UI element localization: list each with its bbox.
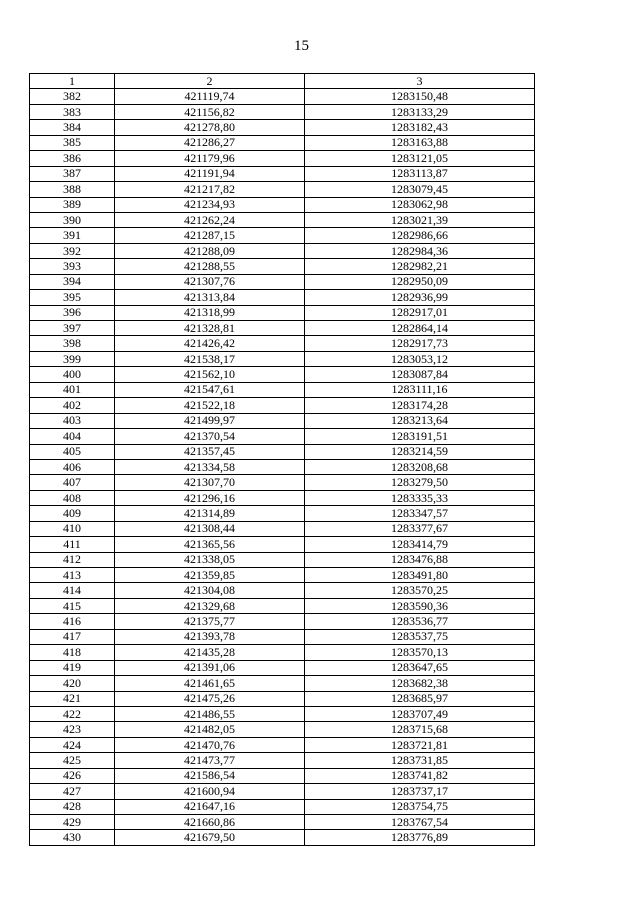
table-row (30, 120, 535, 135)
point-number-cell: 396 (30, 305, 115, 320)
table-row (30, 815, 535, 830)
point-number-cell: 420 (30, 676, 115, 691)
y-coordinate-cell: 1283335,33 (305, 490, 535, 505)
point-number-cell: 412 (30, 552, 115, 567)
y-coordinate-cell: 1283182,43 (305, 120, 535, 135)
table-row (30, 676, 535, 691)
point-number-cell: 423 (30, 722, 115, 737)
y-coordinate-cell: 1283111,16 (305, 382, 535, 397)
y-coordinate-cell: 1283208,68 (305, 459, 535, 474)
point-number-cell: 400 (30, 367, 115, 382)
point-number-cell: 411 (30, 537, 115, 552)
y-coordinate-cell: 1283214,59 (305, 444, 535, 459)
table-row (30, 737, 535, 752)
x-coordinate-cell: 421156,82 (115, 104, 305, 119)
x-coordinate-cell: 421357,45 (115, 444, 305, 459)
x-coordinate-cell: 421359,85 (115, 568, 305, 583)
x-coordinate-cell: 421647,16 (115, 799, 305, 814)
table-row (30, 429, 535, 444)
table-row (30, 459, 535, 474)
table-row (30, 367, 535, 382)
y-coordinate-cell: 1283776,89 (305, 830, 535, 845)
x-coordinate-cell: 421391,06 (115, 660, 305, 675)
y-coordinate-cell: 1283174,28 (305, 398, 535, 413)
y-coordinate-cell: 1283062,98 (305, 197, 535, 212)
table-row (30, 135, 535, 150)
y-coordinate-cell: 1283721,81 (305, 737, 535, 752)
y-coordinate-cell: 1282982,21 (305, 259, 535, 274)
x-coordinate-cell: 421304,08 (115, 583, 305, 598)
table-row (30, 830, 535, 845)
table-row (30, 660, 535, 675)
table-row (30, 537, 535, 552)
table-row (30, 521, 535, 536)
y-coordinate-cell: 1283121,05 (305, 151, 535, 166)
point-number-cell: 427 (30, 784, 115, 799)
x-coordinate-cell: 421287,15 (115, 228, 305, 243)
point-number-cell: 405 (30, 444, 115, 459)
table-row (30, 259, 535, 274)
y-coordinate-cell: 1283113,87 (305, 166, 535, 181)
y-coordinate-cell: 1283414,79 (305, 537, 535, 552)
point-number-cell: 389 (30, 197, 115, 212)
y-coordinate-cell: 1282950,09 (305, 274, 535, 289)
table-row (30, 552, 535, 567)
x-coordinate-cell: 421217,82 (115, 182, 305, 197)
x-coordinate-cell: 421307,76 (115, 274, 305, 289)
column-header-1: 1 (30, 74, 115, 89)
y-coordinate-cell: 1283741,82 (305, 768, 535, 783)
table-row (30, 722, 535, 737)
y-coordinate-cell: 1283491,80 (305, 568, 535, 583)
point-number-cell: 418 (30, 645, 115, 660)
point-number-cell: 388 (30, 182, 115, 197)
point-number-cell: 416 (30, 614, 115, 629)
table-row (30, 706, 535, 721)
y-coordinate-cell: 1283647,65 (305, 660, 535, 675)
x-coordinate-cell: 421313,84 (115, 290, 305, 305)
x-coordinate-cell: 421308,44 (115, 521, 305, 536)
point-number-cell: 425 (30, 753, 115, 768)
table-row (30, 753, 535, 768)
table-row (30, 321, 535, 336)
x-coordinate-cell: 421475,26 (115, 691, 305, 706)
point-number-cell: 404 (30, 429, 115, 444)
point-number-cell: 393 (30, 259, 115, 274)
table-row (30, 151, 535, 166)
point-number-cell: 390 (30, 212, 115, 227)
table-row (30, 351, 535, 366)
x-coordinate-cell: 421435,28 (115, 645, 305, 660)
x-coordinate-cell: 421522,18 (115, 398, 305, 413)
x-coordinate-cell: 421393,78 (115, 629, 305, 644)
column-header-2: 2 (115, 74, 305, 89)
point-number-cell: 409 (30, 506, 115, 521)
y-coordinate-cell: 1283133,29 (305, 104, 535, 119)
y-coordinate-cell: 1283150,48 (305, 89, 535, 104)
x-coordinate-cell: 421586,54 (115, 768, 305, 783)
table-row (30, 228, 535, 243)
point-number-cell: 413 (30, 568, 115, 583)
x-coordinate-cell: 421328,81 (115, 321, 305, 336)
y-coordinate-cell: 1283570,13 (305, 645, 535, 660)
y-coordinate-cell: 1283715,68 (305, 722, 535, 737)
x-coordinate-cell: 421486,55 (115, 706, 305, 721)
x-coordinate-cell: 421262,24 (115, 212, 305, 227)
x-coordinate-cell: 421329,68 (115, 598, 305, 613)
column-header-3: 3 (305, 74, 535, 89)
point-number-cell: 422 (30, 706, 115, 721)
point-number-cell: 410 (30, 521, 115, 536)
x-coordinate-cell: 421334,58 (115, 459, 305, 474)
point-number-cell: 424 (30, 737, 115, 752)
point-number-cell: 387 (30, 166, 115, 181)
y-coordinate-cell: 1283053,12 (305, 351, 535, 366)
point-number-cell: 403 (30, 413, 115, 428)
x-coordinate-cell: 421191,94 (115, 166, 305, 181)
table-row (30, 645, 535, 660)
point-number-cell: 406 (30, 459, 115, 474)
point-number-cell: 392 (30, 243, 115, 258)
y-coordinate-cell: 1283191,51 (305, 429, 535, 444)
table-row (30, 583, 535, 598)
table-row (30, 598, 535, 613)
point-number-cell: 408 (30, 490, 115, 505)
table-header-row (30, 74, 535, 89)
table-row (30, 475, 535, 490)
point-number-cell: 415 (30, 598, 115, 613)
x-coordinate-cell: 421288,55 (115, 259, 305, 274)
x-coordinate-cell: 421296,16 (115, 490, 305, 505)
y-coordinate-cell: 1283347,57 (305, 506, 535, 521)
y-coordinate-cell: 1283570,25 (305, 583, 535, 598)
y-coordinate-cell: 1283767,54 (305, 815, 535, 830)
y-coordinate-cell: 1283682,38 (305, 676, 535, 691)
table-row (30, 336, 535, 351)
y-coordinate-cell: 1282864,14 (305, 321, 535, 336)
point-number-cell: 391 (30, 228, 115, 243)
y-coordinate-cell: 1283537,75 (305, 629, 535, 644)
point-number-cell: 421 (30, 691, 115, 706)
table-row (30, 768, 535, 783)
table-row (30, 629, 535, 644)
point-number-cell: 426 (30, 768, 115, 783)
point-number-cell: 429 (30, 815, 115, 830)
point-number-cell: 395 (30, 290, 115, 305)
x-coordinate-cell: 421499,97 (115, 413, 305, 428)
x-coordinate-cell: 421288,09 (115, 243, 305, 258)
y-coordinate-cell: 1283737,17 (305, 784, 535, 799)
point-number-cell: 382 (30, 89, 115, 104)
y-coordinate-cell: 1283213,64 (305, 413, 535, 428)
table-row (30, 290, 535, 305)
y-coordinate-cell: 1283731,85 (305, 753, 535, 768)
table-row (30, 398, 535, 413)
table-row (30, 444, 535, 459)
x-coordinate-cell: 421482,05 (115, 722, 305, 737)
point-number-cell: 428 (30, 799, 115, 814)
point-number-cell: 402 (30, 398, 115, 413)
x-coordinate-cell: 421679,50 (115, 830, 305, 845)
x-coordinate-cell: 421370,54 (115, 429, 305, 444)
x-coordinate-cell: 421538,17 (115, 351, 305, 366)
y-coordinate-cell: 1283685,97 (305, 691, 535, 706)
table-row (30, 382, 535, 397)
x-coordinate-cell: 421318,99 (115, 305, 305, 320)
y-coordinate-cell: 1283079,45 (305, 182, 535, 197)
y-coordinate-cell: 1282986,66 (305, 228, 535, 243)
table-row (30, 506, 535, 521)
y-coordinate-cell: 1283707,49 (305, 706, 535, 721)
y-coordinate-cell: 1283377,67 (305, 521, 535, 536)
point-number-cell: 397 (30, 321, 115, 336)
x-coordinate-cell: 421473,77 (115, 753, 305, 768)
x-coordinate-cell: 421278,80 (115, 120, 305, 135)
point-number-cell: 407 (30, 475, 115, 490)
table-row (30, 166, 535, 181)
x-coordinate-cell: 421314,89 (115, 506, 305, 521)
x-coordinate-cell: 421307,70 (115, 475, 305, 490)
x-coordinate-cell: 421470,76 (115, 737, 305, 752)
point-number-cell: 417 (30, 629, 115, 644)
x-coordinate-cell: 421426,42 (115, 336, 305, 351)
table-row (30, 305, 535, 320)
table-row (30, 274, 535, 289)
table-row (30, 614, 535, 629)
point-number-cell: 401 (30, 382, 115, 397)
table-row (30, 197, 535, 212)
y-coordinate-cell: 1283087,84 (305, 367, 535, 382)
x-coordinate-cell: 421286,27 (115, 135, 305, 150)
table-row (30, 784, 535, 799)
x-coordinate-cell: 421338,05 (115, 552, 305, 567)
table-row (30, 104, 535, 119)
point-number-cell: 398 (30, 336, 115, 351)
coordinates-table (29, 73, 535, 846)
y-coordinate-cell: 1282936,99 (305, 290, 535, 305)
point-number-cell: 385 (30, 135, 115, 150)
table-row (30, 243, 535, 258)
table-row (30, 212, 535, 227)
y-coordinate-cell: 1282984,36 (305, 243, 535, 258)
table-row (30, 89, 535, 104)
x-coordinate-cell: 421365,56 (115, 537, 305, 552)
y-coordinate-cell: 1283754,75 (305, 799, 535, 814)
point-number-cell: 386 (30, 151, 115, 166)
x-coordinate-cell: 421600,94 (115, 784, 305, 799)
page-number: 15 (294, 38, 309, 54)
y-coordinate-cell: 1283021,39 (305, 212, 535, 227)
table-row (30, 490, 535, 505)
x-coordinate-cell: 421562,10 (115, 367, 305, 382)
point-number-cell: 384 (30, 120, 115, 135)
table-row (30, 799, 535, 814)
x-coordinate-cell: 421375,77 (115, 614, 305, 629)
y-coordinate-cell: 1283476,88 (305, 552, 535, 567)
point-number-cell: 419 (30, 660, 115, 675)
y-coordinate-cell: 1282917,01 (305, 305, 535, 320)
point-number-cell: 430 (30, 830, 115, 845)
point-number-cell: 414 (30, 583, 115, 598)
x-coordinate-cell: 421660,86 (115, 815, 305, 830)
x-coordinate-cell: 421547,61 (115, 382, 305, 397)
y-coordinate-cell: 1283163,88 (305, 135, 535, 150)
y-coordinate-cell: 1283536,77 (305, 614, 535, 629)
y-coordinate-cell: 1283279,50 (305, 475, 535, 490)
x-coordinate-cell: 421179,96 (115, 151, 305, 166)
table-row (30, 413, 535, 428)
y-coordinate-cell: 1282917,73 (305, 336, 535, 351)
y-coordinate-cell: 1283590,36 (305, 598, 535, 613)
point-number-cell: 383 (30, 104, 115, 119)
x-coordinate-cell: 421234,93 (115, 197, 305, 212)
table-row (30, 691, 535, 706)
table-row (30, 182, 535, 197)
table-body (30, 89, 535, 845)
table-row (30, 568, 535, 583)
x-coordinate-cell: 421119,74 (115, 89, 305, 104)
point-number-cell: 394 (30, 274, 115, 289)
x-coordinate-cell: 421461,65 (115, 676, 305, 691)
point-number-cell: 399 (30, 351, 115, 366)
